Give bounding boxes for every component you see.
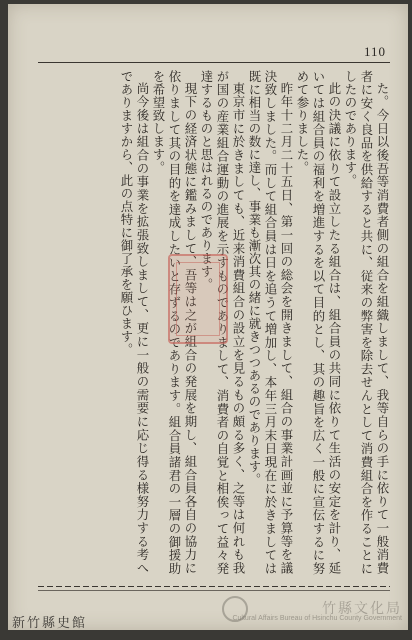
paragraph: 此の決議に依りて設立したる組合は、組合員の共同に依りて生活の安定を計り、延いては組合員の福利を増進するを以て目的とし、其の趣旨を広く一般に宣伝するに努めて参りました。 — [295, 70, 342, 575]
document-page — [8, 4, 408, 630]
paragraph: 尚今後は組合の事業を拡張致しまして、更に一般の需要に応じ得る様努力する考へでありますから、此の点特に御了承を願ひます。 — [119, 70, 150, 575]
paragraph: 昨年十二月二十五日、第一回の総会を開きまして、組合の事業計画並に予算等を議決致しました。而して組合員は日を追うて増加し、本年三月末日現在に於きましては既に相当の数に達し、事業も漸次其の緒に就きつつあるのであります。 — [247, 70, 294, 575]
paragraph: た。今日以後吾等消費者側の組合を組織しまして、我等自らの手に依りて一般消費者に安く良品を供給すると共に、従来の弊害を除去せんとして消費組合を作ることにしたのであります。 — [343, 70, 390, 575]
paragraph: 現下の経済状態に鑑みまして、吾等は之が組合の発展を期し、組合員各自の協力に依りまして其の目的を達成したいと存ずるのであります。組合員諸君の一層の御援助を希望致します。 — [151, 70, 198, 575]
watermark-subtext: Cultural Affairs Bureau of Hsinchu County Government — [232, 615, 402, 622]
red-seal-stamp — [168, 254, 228, 344]
paragraph: 東京市に於きましても、近来消費組合の設立を見るもの頗る多く、之等は何れも我が国の産業組合運動の進展を示すものでありまして、消費者の自覚と相俟って益々発達するものと思はれるのであります。 — [199, 70, 246, 575]
bottom-rule — [38, 590, 390, 591]
page-number: 110 — [364, 44, 387, 59]
top-rule — [38, 62, 390, 63]
watermark-text: 竹縣文化局 — [322, 601, 402, 617]
library-mark: 新竹縣史館 — [12, 616, 88, 631]
bottom-dashed-rule — [38, 586, 390, 587]
